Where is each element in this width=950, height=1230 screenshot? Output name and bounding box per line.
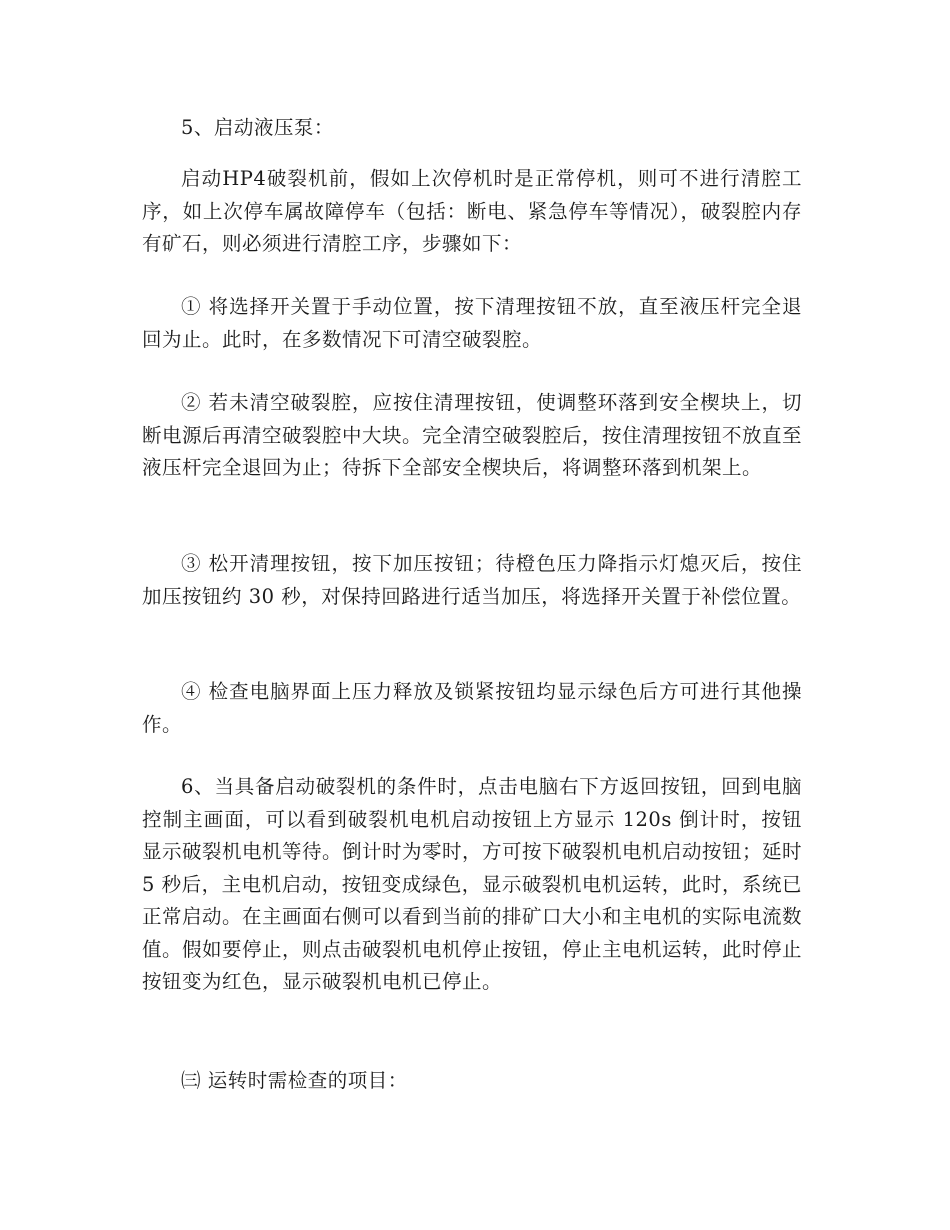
step-1-paragraph: ① 将选择开关置于手动位置，按下清理按钮不放，直至液压杆完全退回为止。此时，在多数情况下可清空破裂腔。 [142,295,802,351]
section-heading-running-checks: ㈢ 运转时需检查的项目： [181,1069,408,1092]
paragraph-start-crusher: 6、当具备启动破裂机的条件时，点击电脑右下方返回按钮，回到电脑控制主画面，可以看到破裂机电机启动按钮上方显示 120s 倒计时，按钮显示破裂机电机等待。倒计时为零时，方可按下破裂机电机启动按钮；延时 5 秒后，主电机启动，按钮变成绿色，显示破裂机电机运转，此时，系统已正常启动。在主画面右侧可以看到当前的排矿口大小和主电机的实际电流数值。假如要停止，则点击破裂机电机停止按钮，停止主电机运转，此时停止按钮变为红色，显示破裂机电机已停止。 [142,775,803,993]
section-heading-start-hydraulic-pump: 5、启动液压泵： [181,116,334,139]
step-2-paragraph: ② 若未清空破裂腔，应按住清理按钮，使调整环落到安全楔块上，切断电源后再清空破裂腔中大块。完全清空破裂腔后，按住清理按钮不放直至液压杆完全退回为止；待拆下全部安全楔块后，将调整环落到机架上。 [142,391,803,479]
paragraph-cavity-clearing-intro: 启动HP4破裂机前，假如上次停机时是正常停机，则可不进行清腔工序，如上次停车属故障停车（包括：断电、紧急停车等情况），破裂腔内存有矿石，则必须进行清腔工序，步骤如下： [142,167,802,255]
step-4-paragraph: ④ 检查电脑界面上压力释放及锁紧按钮均显示绿色后方可进行其他操作。 [142,680,802,736]
step-3-paragraph: ③ 松开清理按钮，按下加压按钮；待橙色压力降指示灯熄灭后，按住加压按钮约 30 秒，对保持回路进行适当加压，将选择开关置于补偿位置。 [142,552,802,608]
